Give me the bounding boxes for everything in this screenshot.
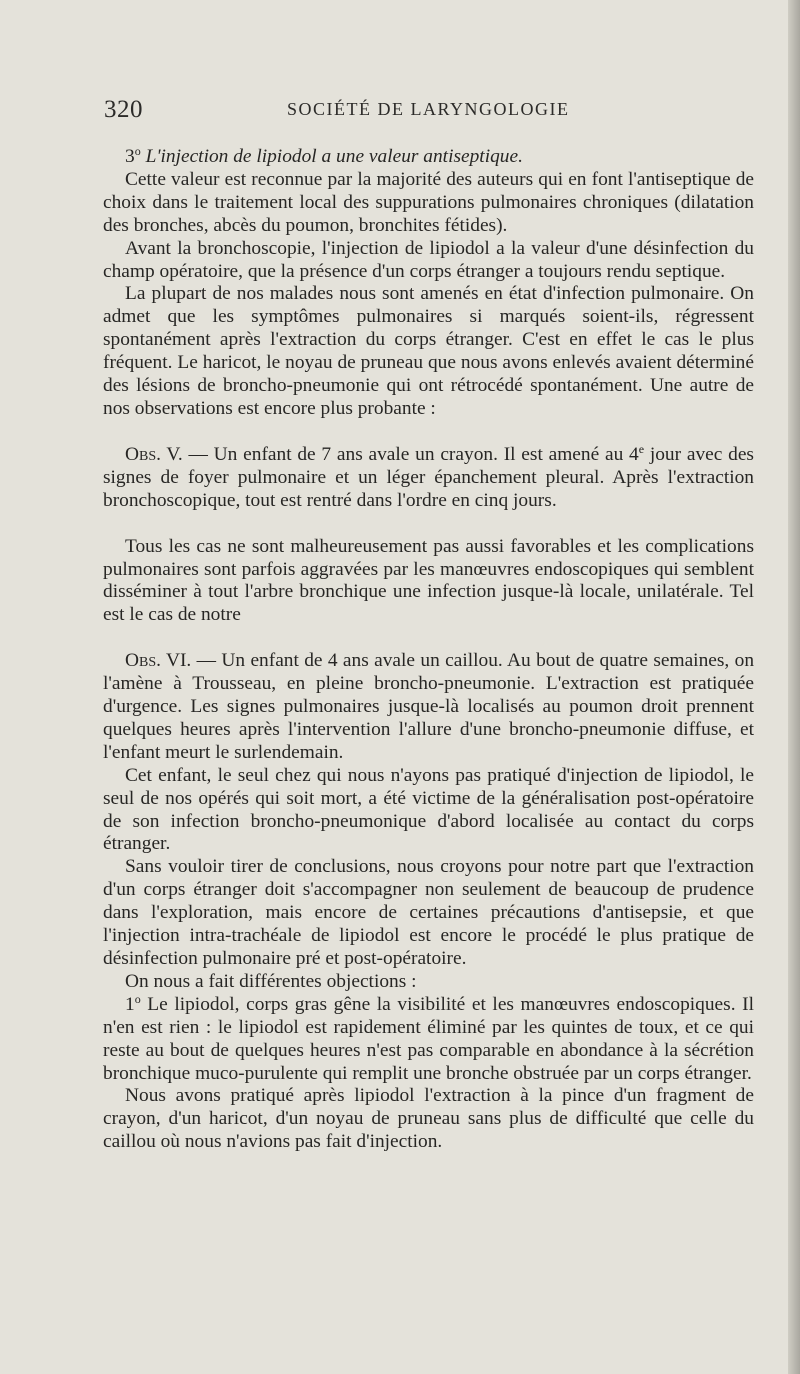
- observation-5: [103, 441, 754, 513]
- page-header: [104, 96, 754, 126]
- paragraph-objections: On nous a fait différentes objections :: [125, 970, 417, 992]
- paragraph-before-bronchoscopy: Avant la bronchoscopie, l'injection de lipiodol a la valeur d'une désinfection du champ opératoire, que la présence d'un corps étranger a toujours rendu septique.: [103, 237, 754, 282]
- paragraph-objection-1: [103, 991, 754, 1086]
- paragraph-extractions: Nous avons pratiqué après lipiodol l'extraction à la pince d'un fragment de crayon, d'un haricot, d'un noyau de pruneau sans plus de difficulté que celle du caillou où nous n'avions pas fait d'injection.: [103, 1085, 754, 1153]
- section-number-sup: o: [134, 144, 141, 158]
- paragraph-antiseptic-value: Cette valeur est reconnue par la majorité des auteurs qui en font l'antiseptique de choix dans le traitement local des suppurations pulmonaires chroniques (dilatation des bronches, abcès du poumon, bronchites fétides).: [103, 168, 754, 236]
- observation-5-sup: e: [638, 441, 645, 456]
- paragraph-complications: Tous les cas ne sont malheureusement pas aussi favorables et les complications pulmonaires sont parfois aggravées par les manœuvres endoscopiques qui semblent disséminer à tout l'arbre bronchique une infection jusque-là locale, unilatérale. Tel est le cas de notre: [103, 535, 754, 626]
- observation-6-label: Obs. VI.: [125, 650, 192, 672]
- page-number: 320: [104, 96, 143, 123]
- observation-6: [103, 650, 754, 765]
- running-title: SOCIÉTÉ DE LARYNGOLOGIE: [287, 99, 570, 119]
- paragraph-child-case: Cet enfant, le seul chez qui nous n'ayons pas pratiqué d'injection de lipiodol, le seul de nos opérés qui soit mort, a été victime de la généralisation post-opératoire de son infection broncho-pneumonique d'abord localisée au contact du corps étranger.: [103, 764, 754, 855]
- page-edge-shadow: [788, 0, 800, 1374]
- paragraph-infection: La plupart de nos malades nous sont amenés en état d'infection pulmonaire. On admet que les symptômes pulmonaires si marqués soient-ils, régressent spontanément après l'extraction du corps étranger. C'est en effet le cas le plus fréquent. Le haricot, le noyau de pruneau que nous avons enlevés avaient déterminé des lésions de broncho-pneumonie qui ont rétrocédé spontanément. Une autre de nos observations est encore plus probante :: [103, 283, 754, 419]
- objection-1-sup: o: [134, 991, 141, 1006]
- section-number: 3: [125, 146, 135, 167]
- observation-5-text-a: — Un enfant de 7 ans avale un crayon. Il est amené au 4: [182, 443, 639, 465]
- section-heading: [103, 146, 754, 169]
- paragraph-conclusions: Sans vouloir tirer de conclusions, nous croyons pour notre part que l'extraction d'un corps étranger doit s'accompagner non seulement de beaucoup de prudence dans l'exploration, mais encore de certaines précautions d'antisepsie, et que l'injection intra-trachéale de lipiodol est encore le procédé le plus pratique de désinfection pulmonaire pré et post-opératoire.: [103, 856, 754, 969]
- body-text: [103, 146, 754, 1154]
- objection-1-text: Le lipiodol, corps gras gêne la visibilité et les manœuvres endoscopiques. Il n'en est rien : le lipiodol est rapidement éliminé par les quintes de toux, et ce qui reste au bout de quelques heures n'est pas comparable en abondance à la sécrétion bronchique muco-purulente qui remplit une bronche obstruée par un corps étranger.: [103, 993, 754, 1084]
- observation-5-text-b: jour avec des signes de foyer pulmonaire et un léger épanchement pleural. Après l'extraction bronchoscopique, tout est rentré dans l'ordre en cinq jours.: [103, 443, 754, 511]
- observation-6-text: — Un enfant de 4 ans avale un caillou. Au bout de quatre semaines, on l'amène à Trousseau, en pleine broncho-pneumonie. L'extraction est pratiquée d'urgence. Les signes pulmonaires jusque-là localisés au poumon droit prennent quelques heures après l'intervention l'allure d'une broncho-pneumonie diffuse, et l'enfant meurt le surlendemain.: [103, 650, 755, 763]
- objection-1-number: 1: [125, 993, 135, 1015]
- observation-5-label: Obs. V.: [125, 443, 183, 465]
- section-title: L'injection de lipiodol a une valeur antiseptique.: [145, 146, 523, 167]
